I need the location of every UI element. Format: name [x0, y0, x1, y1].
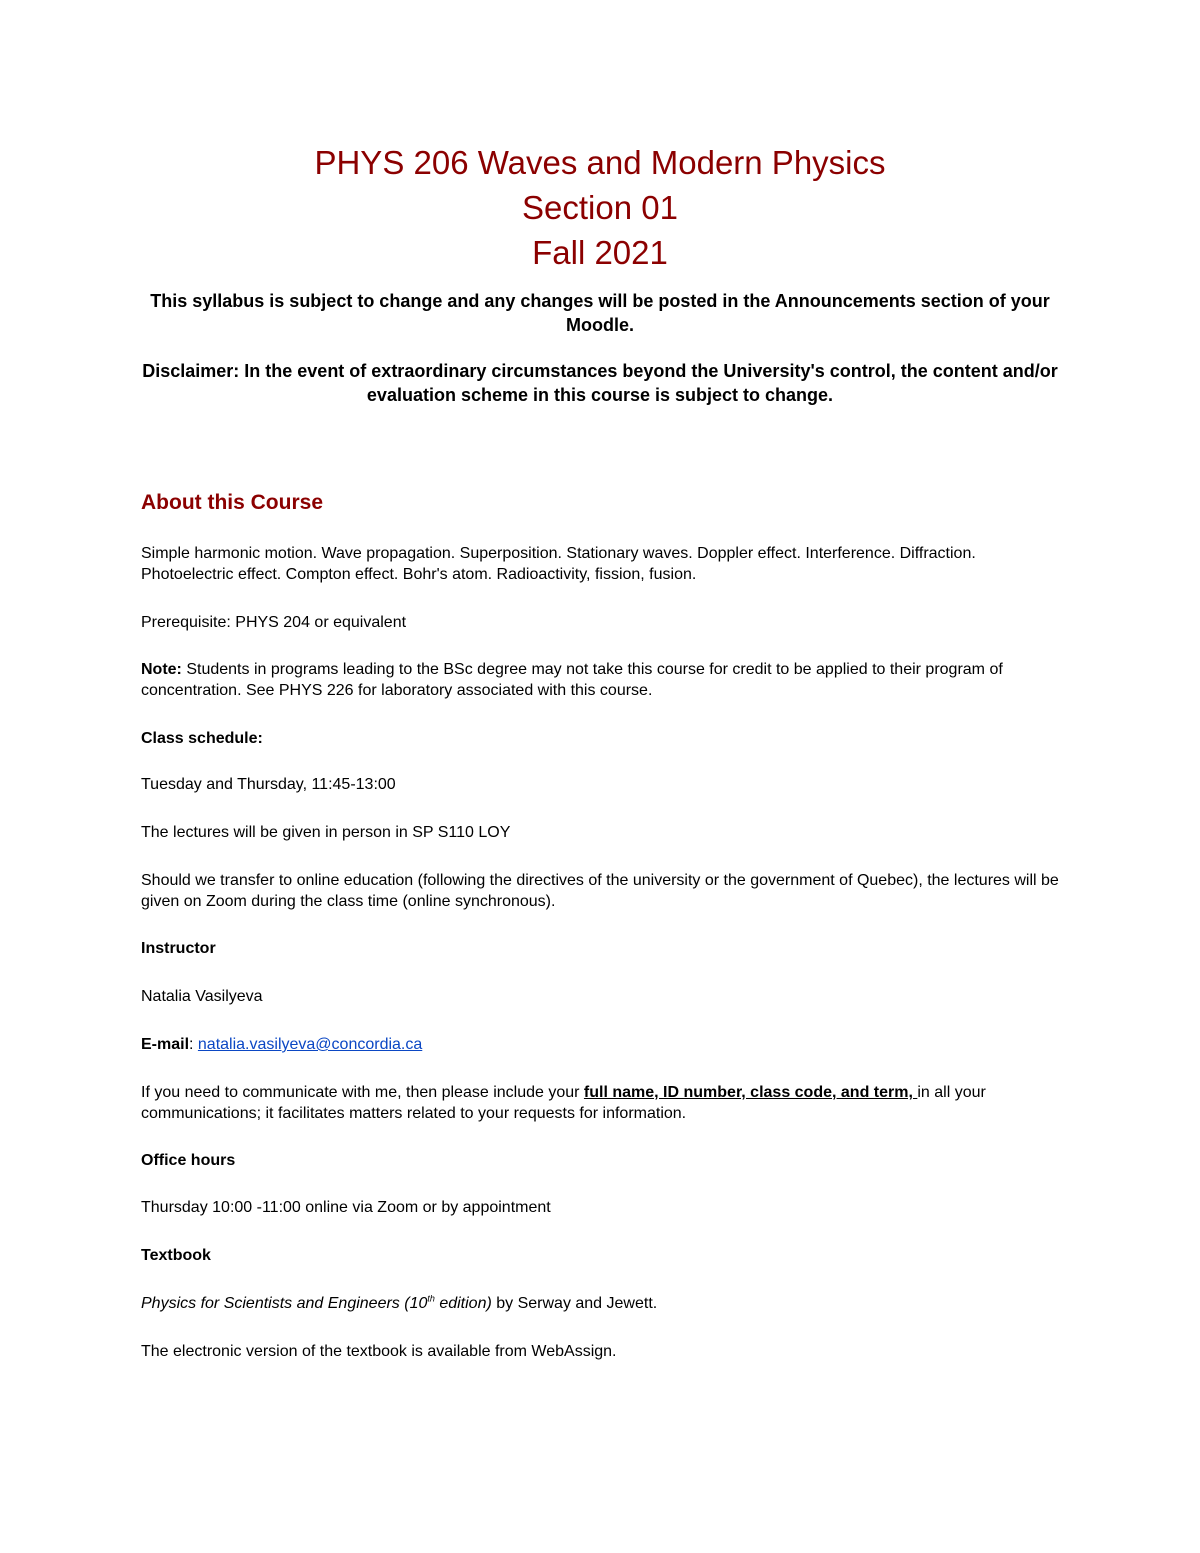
note-paragraph — [141, 659, 1061, 701]
textbook-edition-ordinal: th — [427, 1293, 435, 1304]
instructor-email-line — [141, 1034, 1061, 1055]
disclaimer-notice: Disclaimer: In the event of extraordinary circumstances beyond the University's control, the content and/or evaluation scheme in this course is subject to change. — [142, 361, 1058, 405]
communication-text-end: in all your communications; it facilitates matters related to your requests for information. — [141, 1084, 986, 1122]
instructor-name: Natalia Vasilyeva — [141, 988, 263, 1005]
communication-paragraph — [141, 1082, 1061, 1124]
textbook-title — [141, 1295, 492, 1312]
lecture-location: The lectures will be given in person in SP S110 LOY — [141, 824, 511, 841]
textbook-electronic-note: The electronic version of the textbook is available from WebAssign. — [141, 1343, 617, 1360]
syllabus-change-notice: This syllabus is subject to change and any changes will be posted in the Announcements section of your Moodle. — [150, 291, 1050, 335]
textbook-authors: by Serway and Jewett. — [491, 1295, 658, 1312]
office-hours-heading: Office hours — [141, 1152, 236, 1169]
textbook-heading: Textbook — [141, 1247, 211, 1264]
instructor-email-link[interactable]: natalia.vasilyeva@concordia.ca — [197, 1036, 423, 1053]
course-title — [0, 140, 1200, 275]
online-lecture-text: Should we transfer to online education (following the directives of the university or the government of Quebec), the lectures will be given on Zoom during the class time (online synchronous). — [141, 872, 1059, 910]
prerequisite-text: Prerequisite: PHYS 204 or equivalent — [141, 614, 407, 631]
class-schedule-heading: Class schedule: — [141, 730, 263, 747]
course-title-name: PHYS 206 Waves and Modern Physics — [314, 144, 886, 181]
textbook-citation — [141, 1293, 1061, 1314]
email-label: E-mail — [141, 1036, 190, 1053]
note-label: Note: — [141, 661, 182, 678]
office-hours-text: Thursday 10:00 -11:00 online via Zoom or by appointment — [141, 1199, 551, 1216]
class-schedule-time: Tuesday and Thursday, 11:45-13:00 — [141, 776, 396, 793]
textbook-title-edition: edition) — [434, 1295, 492, 1312]
about-course-heading: About this Course — [141, 491, 323, 514]
communication-text-start: If you need to communicate with me, then please include your — [141, 1084, 584, 1101]
note-text: Students in programs leading to the BSc degree may not take this course for credit to be applied to their program of concentration. See PHYS 226 for laboratory associated with this course. — [141, 661, 1003, 699]
communication-required-info: full name, ID number, class code, and term, — [583, 1084, 918, 1101]
instructor-heading: Instructor — [141, 940, 216, 957]
course-title-term: Fall 2021 — [532, 234, 668, 271]
course-description: Simple harmonic motion. Wave propagation. Superposition. Stationary waves. Doppler effect. Interference. Diffraction. Photoelectric effect. Compton effect. Bohr's atom. Radioactivity, fission, fusion. — [141, 545, 976, 583]
course-title-section: Section 01 — [522, 189, 678, 226]
email-separator: : — [189, 1036, 198, 1053]
textbook-title-main: Physics for Scientists and Engineers (10 — [141, 1295, 428, 1312]
